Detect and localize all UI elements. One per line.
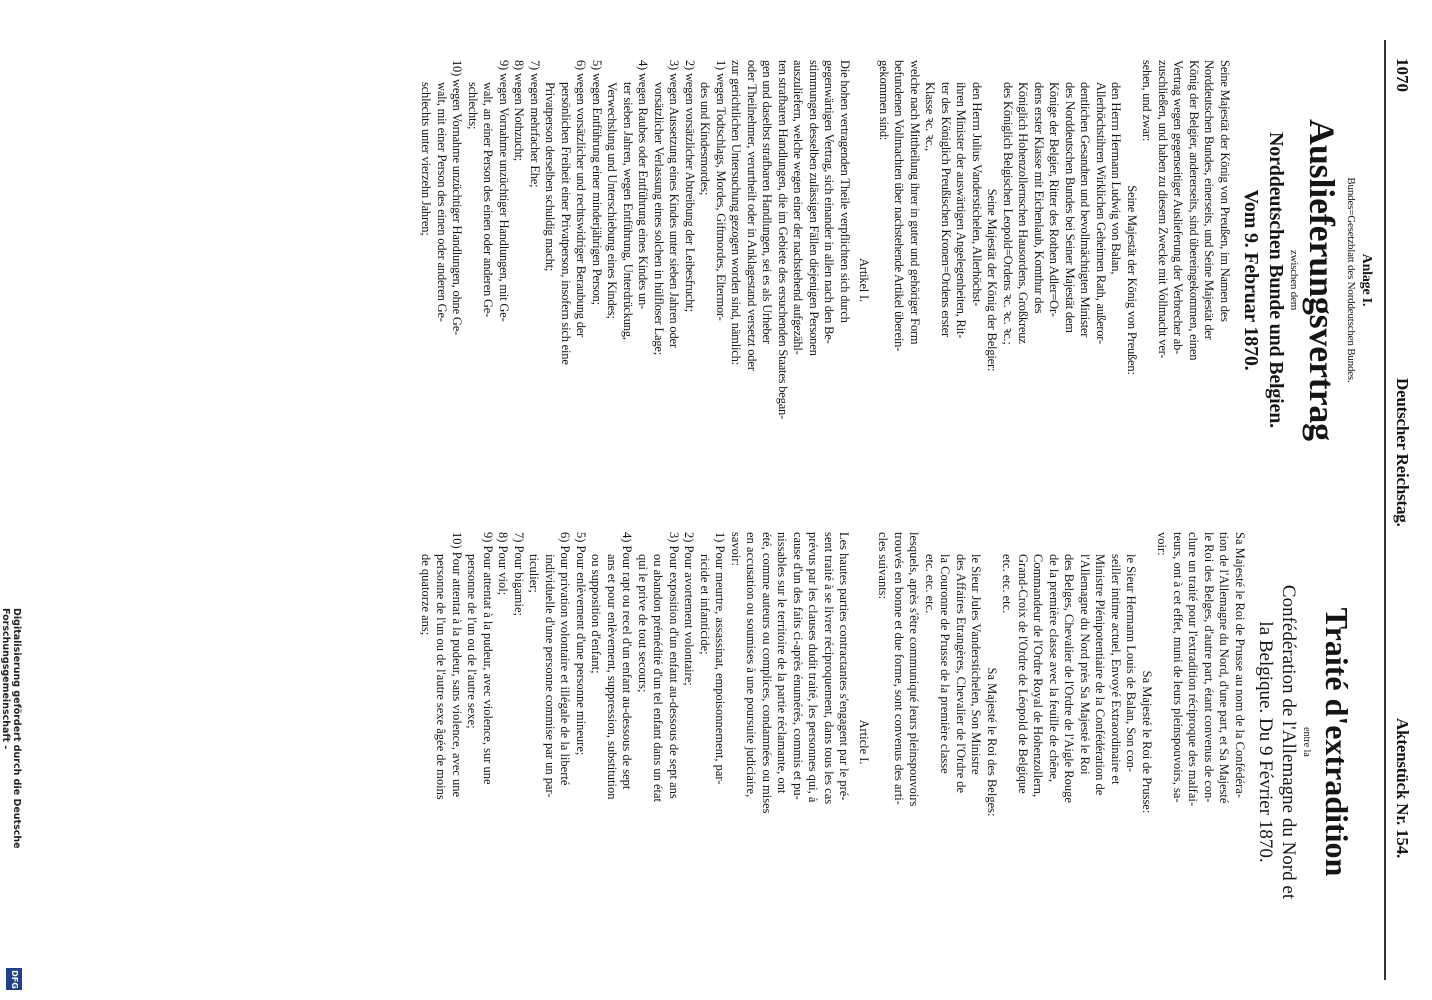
text-line: des Affaires Etrangères, Chevalier de l'Ordre de [954, 554, 968, 794]
list-item: 4) wegen Raubes oder Entführung eines Kindes un- [636, 60, 651, 310]
german-plenipotentiary-1 [1000, 60, 1140, 500]
french-article-title: Article I. [857, 719, 871, 765]
text-line: oder Theilnehmer, verurtheilt oder in Anklagestand versetzt oder [745, 60, 759, 371]
list-item: 5) wegen Entführung einer minderjährigen Person; [590, 60, 604, 305]
french-offence-list [418, 532, 728, 952]
list-item: vorsätzlicher Verlassung eines solchen in hülfloser Lage; [652, 82, 666, 356]
list-item: Verwechslung und Unterschiebung eines Kindes; [605, 82, 620, 319]
list-item: personne de l'un ou de l'autre sexe âgée de moins [434, 554, 449, 800]
list-item: 7) Pour bigamie; [512, 532, 526, 617]
list-item: qui le prive de tout secours; [636, 554, 650, 693]
german-title: Auslieferungsvertrag [1302, 119, 1342, 441]
header-rule [1384, 40, 1386, 980]
german-offence-list [418, 60, 728, 500]
text-line: welche nach Mittheilung ihrer in guter und gehöriger Form [908, 60, 922, 345]
german-plenipotentiary-2 [922, 60, 1000, 500]
text-line: gekommen sind: [877, 60, 891, 141]
french-column [418, 532, 1375, 952]
text-line: le Roi des Belges, d'autre part, étant convenus de con- [1202, 532, 1216, 803]
french-preamble [1154, 532, 1247, 952]
text-line: König der Belgier, andererseits, sind übereingekommen, einen [1187, 60, 1201, 361]
text-line: Vertrag wegen gegenseitiger Auslieferung der Verbrecher ab- [1171, 60, 1186, 355]
text-line: seiller intime actuel, Envoyé Extraordinaire et [1109, 554, 1123, 785]
french-plenipotentiary-1 [999, 532, 1154, 952]
document-reference: Aktenstück Nr. 154. [1393, 718, 1412, 859]
appendix-label: Anlage I. [1359, 253, 1374, 307]
list-item: 9) Pour attentat à la pudeur, avec violence, sur une [481, 532, 495, 785]
list-item: ricide et infanticide; [698, 554, 712, 655]
text-line: Klasse ꝛc. ꝛc., [923, 82, 938, 151]
french-article-intro [728, 532, 852, 952]
text-line: teurs, ont à cet effet, muni de leurs pleinspouvoirs, sa- [1171, 532, 1185, 803]
list-item: 1) Pour meurtre, assassinat, empoisonnement, par- [713, 532, 728, 785]
list-item: persönlichen Freiheit einer Privatperson, insofern sich eine [559, 82, 573, 365]
text-line: tion de l'Allemagne du Nord, d'une part, et Sa Majesté [1217, 532, 1232, 804]
text-line: Allerhöchstihren Wirklichen Geheimen Rath, außeror- [1094, 82, 1108, 344]
list-item: des und Kindesmordes; [698, 82, 713, 196]
text-line: des Königlich Belgischen Leopold=Ordens ꝛc. ꝛc. ꝛc.; [1001, 82, 1015, 345]
german-article-title: Artikel I. [857, 258, 872, 302]
list-item: 6) wegen vorsätzlicher und rechtswidriger Beraubung der [574, 60, 589, 338]
list-item: ans et pour enlèvement, suppression, substitution [605, 554, 619, 800]
text-line: Norddeutschen Bundes, einerseits, und Seine Majestät der [1202, 60, 1217, 340]
text-line: Grand-Croix de l'Ordre de Léopold de Belgique [1016, 554, 1030, 794]
german-between: zwischen dem [1288, 249, 1300, 311]
text-line: nissables sur le territoire de la partie réclamante, ont [775, 532, 790, 794]
list-item: 10) Pour attentat à la pudeur, sans violence, avec une [450, 532, 464, 798]
text-line: sent traité à se livrer réciproquement, dans tous les cas [822, 532, 836, 805]
text-line: cles suivants: [876, 532, 891, 600]
text-line: prévus par les clauses dudit traité, les personnes qui, à [806, 532, 821, 803]
list-item: schlechts unter vierzehn Jahren; [419, 82, 434, 236]
list-item: 3) Pour exposition d'un enfant au-dessous de sept ans [667, 532, 681, 799]
credit-text: Digitalisierung gefördert durch die Deutsche Forschungsgemeinschaft - [0, 608, 22, 849]
text-line: clure un traité pour l'extradition réciproque des malfai- [1186, 532, 1201, 807]
german-column [418, 60, 1374, 500]
text-line: ten strafbaren Handlungen, die im Gebiete des ersuchenden Staates began- [776, 60, 790, 420]
list-item: 3) wegen Aussetzung eines Kindes unter sieben Jahren oder [667, 60, 682, 348]
german-parties: Norddeutschen Bunde und Belgien. [1265, 132, 1287, 428]
list-item: 1) wegen Todtschlags, Mordes, Giftmordes, Eltermor- [714, 60, 728, 321]
german-preamble [1139, 60, 1232, 500]
text-line: le Sieur Jules Vanderstichelen, Son Ministre [969, 554, 984, 775]
list-item: ticulier; [527, 554, 542, 593]
text-line: le Sieur Hermann Louis de Balan, Son con- [1124, 554, 1139, 773]
list-item: 2) wegen vorsätzlicher Abtreibung der Leibesfrucht; [683, 60, 697, 312]
text-line: voir: [1155, 532, 1170, 556]
text-line: zur gerichtlichen Untersuchung gezogen worden sind, nämlich: [729, 60, 744, 365]
text-line: zuschließen, und haben zu diesem Zwecke mit Vollmacht ver- [1156, 60, 1170, 359]
page-number: 1070 [1393, 58, 1412, 92]
text-line: Seine Majestät der König von Preußen: [1125, 185, 1139, 375]
dfg-logo-icon [6, 968, 22, 990]
list-item: Privatperson derselben schuldig macht; [543, 82, 558, 272]
french-between: entre la [1301, 727, 1312, 757]
list-item: individuelle d'une personne commise par un par- [543, 554, 557, 798]
french-parties-2: la Belgique. Du 9 Février 1870. [1255, 621, 1276, 863]
digitization-credit [0, 608, 22, 968]
list-item: 8) Pour viol; [496, 532, 511, 596]
text-line: etc. etc. etc. [1000, 554, 1015, 614]
text-line: gegenwärtigen Vertrag, sich einander in allen nach den Be- [822, 60, 837, 344]
text-line: de la première classe avec la feuille de chêne, [1047, 554, 1061, 782]
text-line: gen und daselbst strafbaren Handlungen, sei es als Urheber [760, 60, 775, 344]
text-line: trouvés en bonne et due forme, sont convenus des arti- [892, 532, 906, 805]
list-item: schlechts; [466, 82, 480, 130]
text-line: sehen, und zwar: [1140, 60, 1155, 142]
text-line: dens erster Klasse mit Eichenlaub, Komthur des [1032, 82, 1046, 314]
list-item: 9) wegen Vornahme unzüchtiger Handlungen, mit Ge- [497, 60, 511, 322]
text-line: cause d'un des faits ci-après énumérés, commis et pu- [791, 532, 805, 800]
german-closing [876, 60, 923, 500]
text-line: des Belges, Chevalier de l'Ordre de l'Aigle Rouge [1062, 554, 1077, 803]
list-item: 2) Pour avortement volontaire; [682, 532, 697, 686]
german-article-intro [728, 60, 852, 500]
list-item: ter sieben Jahren, wegen Entführung, Unterdrückung, [621, 82, 635, 340]
text-line: ihren Minister der auswärtigen Angelegenheiten, Rit- [954, 82, 969, 339]
text-line: Ministre Plénipotentiaire de la Confédération de [1093, 554, 1108, 796]
french-closing [875, 532, 922, 952]
text-line: Seine Majestät der König von Preußen, im Namen des [1218, 60, 1232, 322]
text-line: en accusation ou soumises à une poursuite judiciaire, [744, 532, 759, 798]
text-line: Seine Majestät der König der Belgier: [985, 188, 1000, 372]
text-line: Königlich Hohenzollernschen Hausordens, Großkreuz [1016, 82, 1031, 344]
german-date: Vom 9. Februar 1870. [1240, 189, 1262, 371]
list-item: walt, mit einer Person des einen oder anderen Ge- [435, 82, 449, 322]
text-line: Die hohen vertragenden Theile verpflichten sich durch [838, 60, 852, 323]
list-item: ou supposition d'enfant; [589, 554, 604, 674]
appendix-subtitle: Bundes=Gesetzblatt des Norddeutschen Bundes. [1345, 177, 1357, 383]
text-line: den Herrn Julius Vanderstichelen, Allerhöchst- [970, 82, 984, 307]
french-plenipotentiary-2 [922, 532, 1000, 952]
text-line: l'Allemagne du Nord près Sa Majesté le Roi [1078, 554, 1092, 775]
text-line: Sa Majesté le Roi de Prusse au nom de la Confédéra- [1233, 532, 1247, 798]
text-line: la Couronne de Prusse de la première classe [938, 554, 953, 774]
list-item: de quatorze ans; [419, 554, 433, 636]
text-line: lesquels, après s'être communiqué leurs pleinspouvoirs [907, 532, 922, 807]
text-line: Sa Majesté le Roi de Prusse: [1140, 670, 1154, 814]
list-item: personne de l'un ou de l'autre sexe; [465, 554, 480, 729]
text-line: savoir: [729, 532, 743, 567]
french-parties-1: Confédération de l'Allemagne du Nord et [1278, 584, 1299, 900]
text-line: stimmungen desselben zulässigen Fällen diejenigen Personen [807, 60, 821, 356]
text-line: des Norddeutschen Bundes bei Seiner Majestät dem [1063, 82, 1077, 333]
list-item: 6) Pour privation volontaire et illégale de la liberté [558, 532, 573, 786]
list-item: walt, an einer Person des einen oder anderen Ge- [481, 82, 496, 318]
text-line: dentlichen Gesandten und bevollmächtigten Minister [1078, 82, 1093, 338]
text-line: été, comme auteurs ou complices, condamnées ou mises [760, 532, 774, 814]
text-line: ter des Königlich Preußischen Kronen=Ordens erster [939, 82, 953, 337]
text-line: den Herrn Hermann Ludwig von Balan, [1109, 82, 1124, 275]
list-item: 10) wegen Vornahme unzüchtiger Handlungen, ohne Ge- [450, 60, 465, 336]
french-title: Traité d'extradition [1319, 607, 1355, 877]
text-line: etc. etc. etc. [923, 554, 937, 614]
text-line: befundenen Vollmachten über nachstehende Artikel überein- [892, 60, 907, 352]
list-item: 7) wegen mehrfacher Ehe; [528, 60, 542, 188]
text-line: Les hautes parties contractantes s'engagent par le pré- [837, 532, 852, 801]
text-line: Könige der Belgier, Ritter des Rothen Adler=Or- [1047, 82, 1062, 317]
publication-title: Deutscher Reichstag. [1393, 378, 1412, 527]
list-item: 8) wegen Nothzucht; [512, 60, 527, 162]
list-item: 5) Pour enlèvement d'une personne mineure; [574, 532, 588, 756]
dfg-logo-text: DFG [9, 969, 19, 989]
text-line: Commandeur de l'Ordre Royal de Hohenzollern, [1031, 554, 1046, 798]
list-item: ou abandon prémédité d'un tel enfant dans un état [651, 554, 666, 803]
text-line: Sa Majesté le Roi des Belges: [985, 667, 999, 817]
list-item: 4) Pour rapt ou recel d'un enfant au-dessous de sept [620, 532, 635, 790]
text-line: auszuliefern, welche wegen einer der nachstehend aufgezähl- [791, 60, 806, 355]
